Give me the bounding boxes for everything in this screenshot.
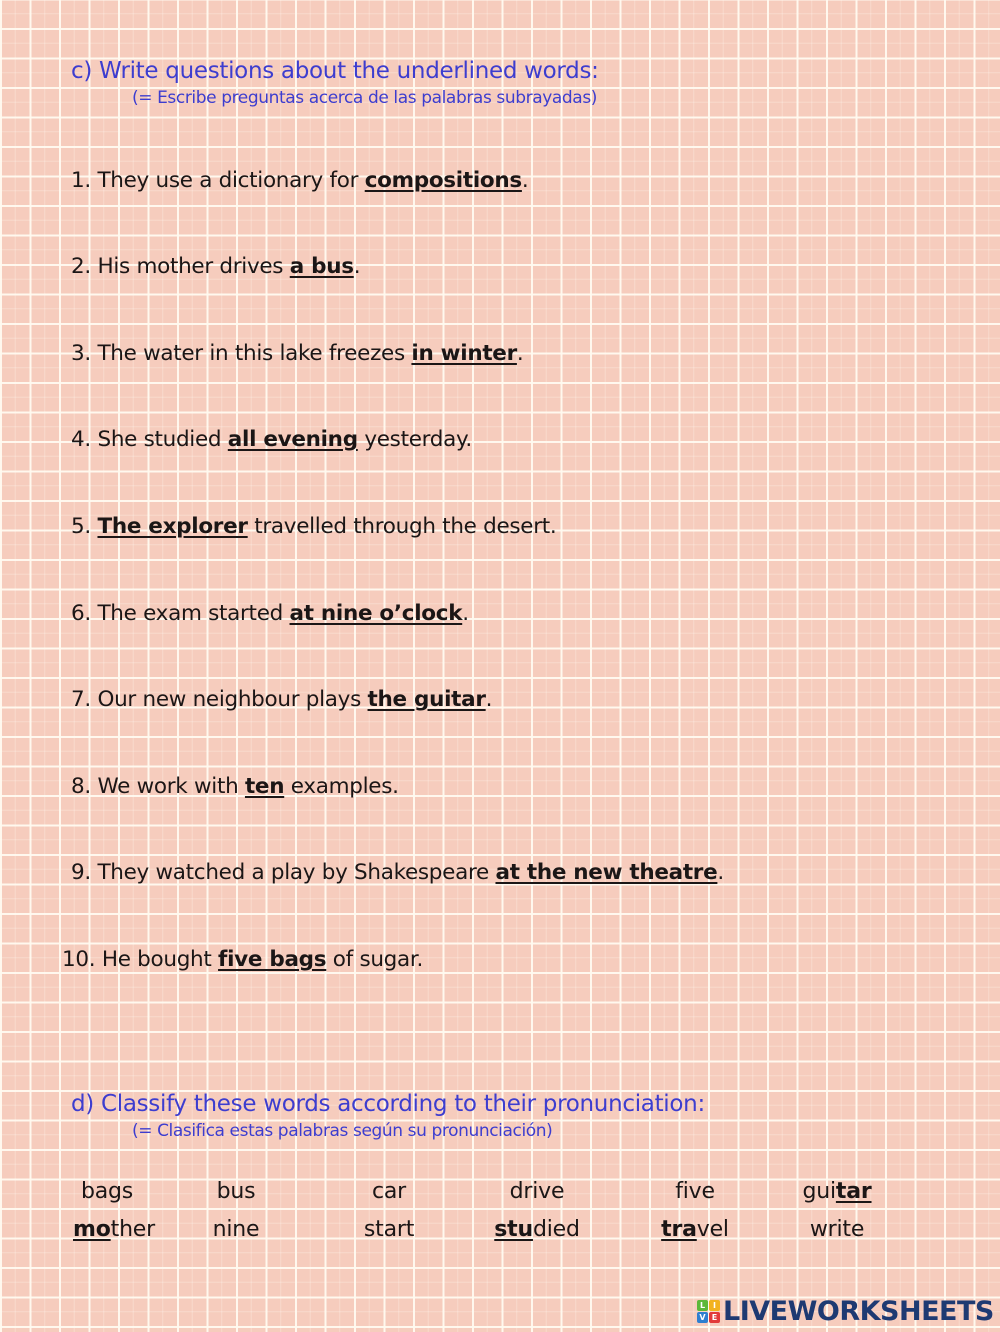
sentence-number: 7. [71,687,91,712]
sentence-number: 5. [71,514,91,539]
sentence-number: 9. [71,860,91,885]
sentence-text: We work with [97,774,245,799]
underlined-answer: a bus [289,254,354,279]
tile-v: V [697,1312,708,1323]
sentence-text: . [717,860,724,885]
word-item [217,1179,256,1204]
sentence-text: Our new neighbour plays [97,687,368,712]
underlined-answer: at nine o’clock [289,601,463,626]
section-c-title: c) Write questions about the underlined words: [71,58,599,84]
tile-e: E [709,1312,720,1323]
sentence-text: His mother drives [97,254,290,279]
underlined-answer: The explorer [97,514,248,539]
word-part: drive [509,1179,565,1204]
sentence-item [71,601,469,626]
sentence-text: . [462,601,469,626]
word-item [73,1217,155,1242]
sentence-text: They use a dictionary for [97,168,365,193]
stressed-syllable: stu [494,1217,533,1242]
stressed-syllable: tra [661,1217,697,1242]
underlined-answer: all evening [227,427,358,452]
sentence-text: travelled through the desert. [247,514,557,539]
sentence-text: . [485,687,493,712]
tile-i: I [709,1300,720,1311]
sentence-item [71,774,399,799]
sentence-text: . [516,341,524,366]
sentence-item [71,860,724,885]
underlined-answer: compositions [364,168,522,193]
word-part: bus [216,1179,256,1204]
word-part: nine [212,1217,260,1242]
word-item [494,1217,579,1242]
sentence-text: They watched a play by Shakespeare [97,860,496,885]
word-item [661,1217,729,1242]
sentence-item [71,168,528,193]
underlined-answer: in winter [411,341,517,366]
word-item [802,1179,871,1204]
word-item [81,1179,133,1204]
word-part: start [363,1217,415,1242]
word-part: write [809,1217,865,1242]
logo-text: LIVEWORKSHEETS [723,1296,994,1327]
section-c-subtitle: (= Escribe preguntas acerca de las palabras subrayadas) [132,88,598,108]
sentence-text: . [521,168,529,193]
word-item [364,1217,414,1242]
underlined-answer: at the new theatre [495,860,718,885]
sentence-number: 3. [71,341,91,366]
sentence-item [71,254,360,279]
word-part: bags [80,1179,134,1204]
word-part: five [675,1179,715,1204]
word-part: ther [110,1217,155,1242]
sentence-item [71,427,472,452]
word-part: died [532,1217,580,1242]
sentence-item [71,514,556,539]
sentence-number: 2. [71,254,91,279]
word-item [372,1179,406,1204]
sentence-text: The exam started [97,601,290,626]
sentence-number: 8. [71,774,91,799]
word-part: car [371,1179,407,1204]
live-tiles-icon [697,1300,720,1323]
section-d-title: d) Classify these words according to their pronunciation: [71,1091,705,1117]
stressed-syllable: mo [73,1217,111,1242]
word-item [213,1217,260,1242]
tile-l: L [697,1300,708,1311]
sentence-item [62,947,423,972]
underlined-answer: the guitar [367,687,486,712]
sentence-item [71,341,523,366]
liveworksheets-logo[interactable] [697,1298,994,1325]
sentence-text: yesterday. [357,427,472,452]
sentence-number: 4. [71,427,91,452]
sentence-number: 6. [71,601,91,626]
section-d-subtitle: (= Clasifica estas palabras según su pronunciación) [132,1121,553,1141]
word-part: vel [696,1217,729,1242]
word-item [510,1179,565,1204]
word-item [810,1217,864,1242]
underlined-answer: ten [244,774,285,799]
sentence-number: 1. [71,168,91,193]
underlined-answer: five bags [218,947,327,972]
sentence-item [71,687,492,712]
sentence-number: 10. [62,947,96,972]
sentence-text: examples. [284,774,399,799]
word-part: gui [802,1179,836,1204]
sentence-text: of sugar. [326,947,423,972]
word-item [675,1179,715,1204]
sentence-text: The water in this lake freezes [97,341,412,366]
sentence-text: He bought [101,947,219,972]
stressed-syllable: tar [835,1179,872,1204]
sentence-text: . [353,254,361,279]
sentence-text: She studied [97,427,228,452]
